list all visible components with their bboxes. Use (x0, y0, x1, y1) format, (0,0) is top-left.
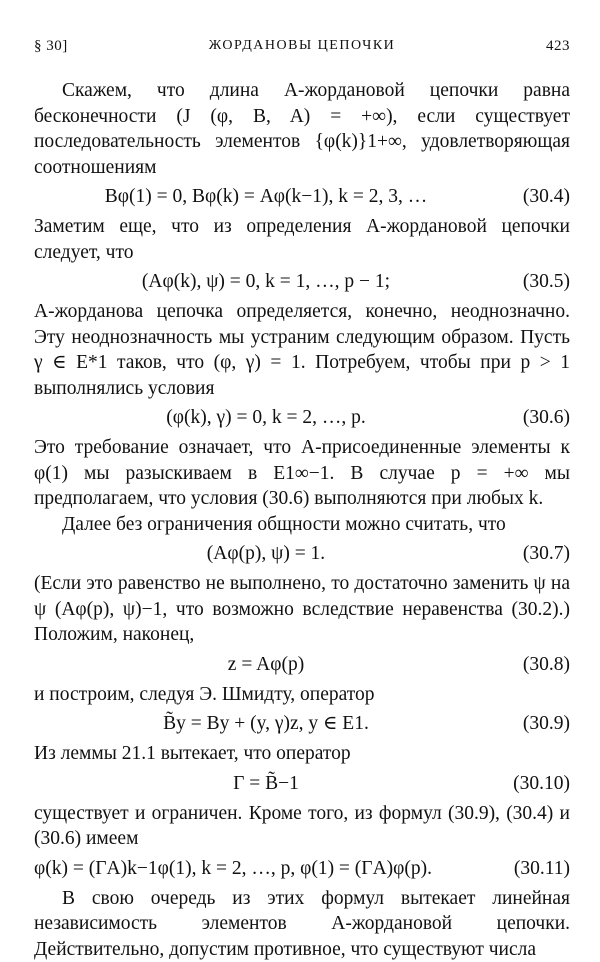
equation-formula: (Aφ(p), ψ) = 1. (34, 537, 498, 571)
equation-formula: Γ = B̃−1 (34, 767, 498, 801)
equation-formula: z = Aφ(p) (34, 648, 498, 682)
running-header (34, 38, 570, 58)
paragraph: Далее без ограничения общности можно считать, что (34, 512, 570, 538)
paragraph: Заметим еще, что из определения A-жордановой цепочки следует, что (34, 214, 570, 265)
paragraph: Это требование означает, что A-присоединенные элементы к φ(1) мы разыскиваем в E1∞−1. В случае p = +∞ мы предполагаем, что условия (30.6) выполняются при любых k. (34, 435, 570, 512)
equation-number: (30.5) (523, 265, 570, 299)
equation (34, 648, 570, 682)
equation-number: (30.4) (523, 180, 570, 214)
equation (34, 767, 570, 801)
equation (34, 265, 570, 299)
running-title: ЖОРДАНОВЫ ЦЕПОЧКИ (34, 38, 570, 54)
equation (34, 537, 570, 571)
equation-number: (30.10) (513, 767, 570, 801)
equation (34, 180, 570, 214)
paragraph: существует и ограничен. Кроме того, из формул (30.9), (30.4) и (30.6) имеем (34, 801, 570, 852)
equation-number: (30.9) (523, 707, 570, 741)
equation-number: (30.11) (514, 852, 570, 886)
page-body (34, 78, 570, 962)
equation-formula: φ(k) = (ΓA)k−1φ(1), k = 2, …, p, φ(1) = (ΓA)φ(p). (34, 852, 432, 886)
section-marker: § 30] (34, 38, 68, 55)
equation-formula: Bφ(1) = 0, Bφ(k) = Aφ(k−1), k = 2, 3, … (34, 180, 498, 214)
paragraph: и построим, следуя Э. Шмидту, оператор (34, 682, 570, 708)
equation-formula: (φ(k), γ) = 0, k = 2, …, p. (34, 401, 498, 435)
equation (34, 707, 570, 741)
paragraph: (Если это равенство не выполнено, то достаточно заменить ψ на ψ (Aφ(p), ψ)−1, что возможно вследствие неравенства (30.2).) Положим, наконец, (34, 571, 570, 648)
equation (34, 401, 570, 435)
paragraph: Скажем, что длина A-жордановой цепочки равна бесконечности (J (φ, B, A) = +∞), если существует последовательность элементов {φ(k)}1+∞, удовлетворяющая соотношениям (34, 78, 570, 180)
equation-number: (30.6) (523, 401, 570, 435)
paragraph: В свою очередь из этих формул вытекает линейная независимость элементов A-жордановой цепочки. Действительно, допустим противное, что существуют числа (34, 886, 570, 962)
equation-number: (30.7) (523, 537, 570, 571)
paragraph: A-жорданова цепочка определяется, конечно, неоднозначно. Эту неоднозначность мы устраним следующим образом. Пусть γ ∈ E*1 таков, что (φ, γ) = 1. Потребуем, чтобы при p > 1 выполнялись условия (34, 299, 570, 401)
equation-formula: (Aφ(k), ψ) = 0, k = 1, …, p − 1; (34, 265, 498, 299)
equation-number: (30.8) (523, 648, 570, 682)
page-number: 423 (546, 38, 570, 55)
paragraph: Из леммы 21.1 вытекает, что оператор (34, 741, 570, 767)
equation-formula: B̃y = By + (y, γ)z, y ∈ E1. (34, 707, 498, 741)
equation (34, 852, 570, 886)
